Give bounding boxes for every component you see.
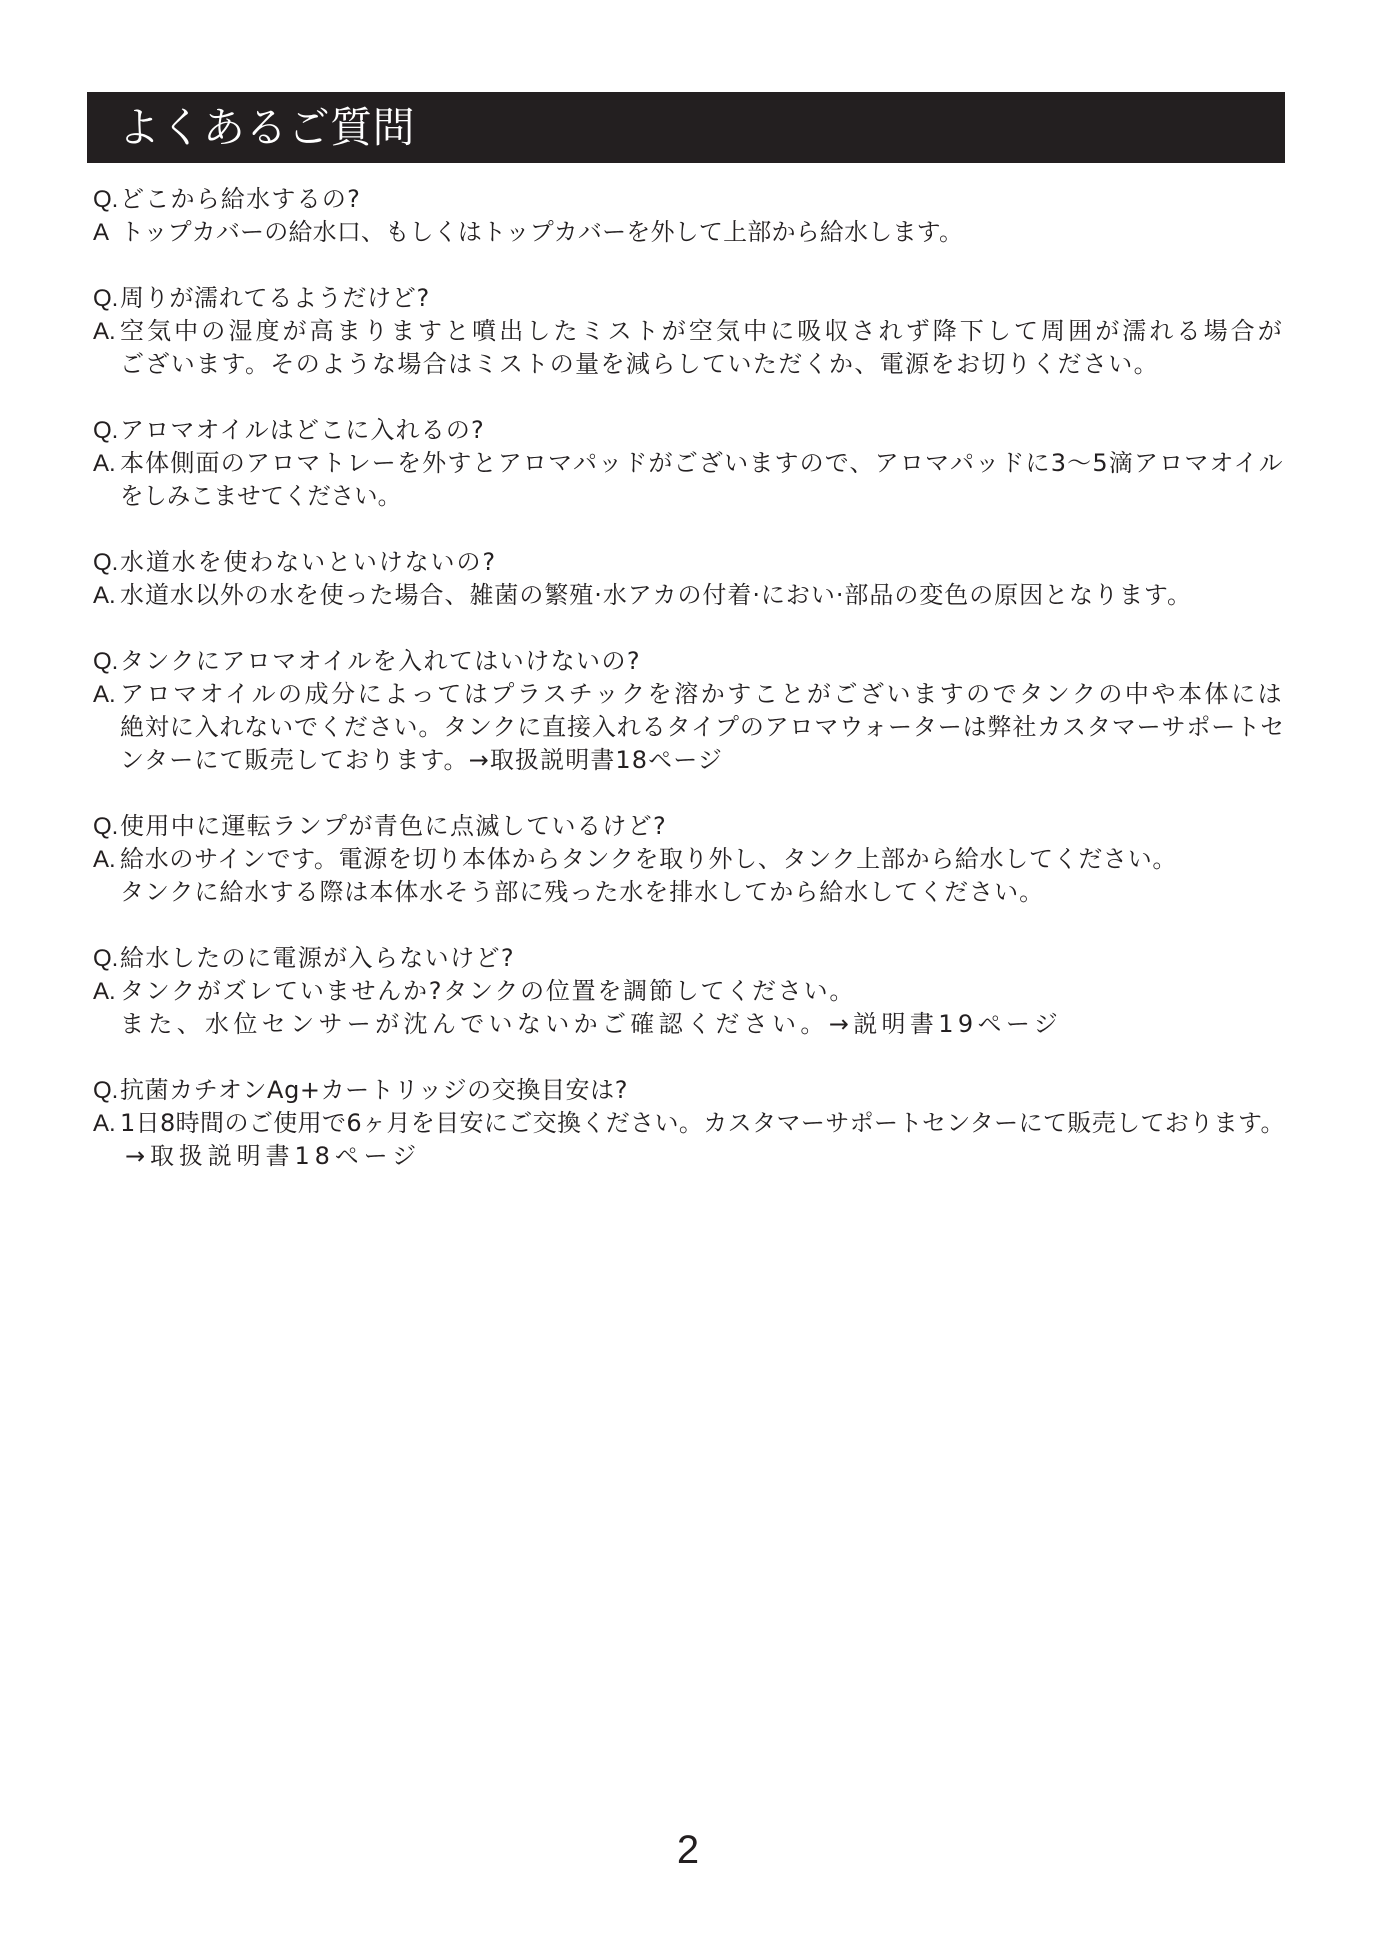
answer-row xyxy=(93,975,1293,1008)
question-row xyxy=(93,1074,1293,1107)
question-text: 水道水を使わないといけないの? xyxy=(120,548,497,576)
question-text: 抗菌カチオンAg+カートリッジの交換目安は? xyxy=(120,1076,629,1104)
answer-label: A. xyxy=(93,978,116,1005)
faq-item xyxy=(93,942,1293,1041)
answer-label: A. xyxy=(93,582,116,609)
question-label: Q. xyxy=(93,945,119,972)
answer-continuation-row xyxy=(93,744,1293,777)
answer-continuation-row xyxy=(93,711,1293,744)
question-label: Q. xyxy=(93,186,119,213)
answer-row xyxy=(93,447,1293,480)
question-text: 使用中に運転ランプが青色に点滅しているけど? xyxy=(120,812,668,840)
answer-text: 空気中の湿度が高まりますと噴出したミストが空気中に吸収されず降下して周囲が濡れる場合が xyxy=(120,317,1285,345)
answer-row xyxy=(93,315,1293,348)
faq-list xyxy=(93,183,1293,1206)
faq-item xyxy=(93,810,1293,909)
answer-row xyxy=(93,843,1293,876)
answer-continuation-row xyxy=(93,480,1293,513)
question-text: アロマオイルはどこに入れるの? xyxy=(120,416,485,444)
answer-continuation-row xyxy=(93,876,1293,909)
answer-label: A. xyxy=(93,450,116,477)
answer-row xyxy=(93,579,1293,612)
answer-text: タンクがズレていませんか?タンクの位置を調節してください。 xyxy=(120,977,856,1005)
answer-text: トップカバーの給水口、もしくはトップカバーを外して上部から給水します。 xyxy=(120,218,964,246)
section-header xyxy=(87,92,1285,163)
question-row xyxy=(93,546,1293,579)
faq-item xyxy=(93,1074,1293,1173)
faq-item xyxy=(93,645,1293,777)
question-text: タンクにアロマオイルを入れてはいけないの? xyxy=(120,647,642,675)
question-label: Q. xyxy=(93,1077,119,1104)
faq-item xyxy=(93,546,1293,612)
page-number: 2 xyxy=(676,1828,700,1872)
answer-text: をしみこませてください。 xyxy=(120,482,402,510)
answer-label: A. xyxy=(93,846,116,873)
answer-label: A. xyxy=(93,318,116,345)
question-label: Q. xyxy=(93,648,119,675)
question-label: Q. xyxy=(93,813,119,840)
answer-text: →取扱説明書18ページ xyxy=(125,1142,421,1170)
answer-text: ンターにて販売しております。→取扱説明書18ページ xyxy=(120,746,724,774)
answer-text: タンクに給水する際は本体水そう部に残った水を排水してから給水してください。 xyxy=(120,878,1045,906)
faq-item xyxy=(93,183,1293,249)
answer-text: ございます。そのような場合はミストの量を減らしていただくか、電源をお切りください。 xyxy=(120,350,1160,378)
answer-continuation-row xyxy=(93,348,1293,381)
question-text: 給水したのに電源が入らないけど? xyxy=(120,944,515,972)
question-row xyxy=(93,282,1293,315)
question-text: どこから給水するの? xyxy=(120,185,362,213)
answer-row xyxy=(93,678,1293,711)
answer-label: A. xyxy=(93,681,116,708)
answer-text: 給水のサインです。電源を切り本体からタンクを取り外し、タンク上部から給水してください。 xyxy=(120,845,1178,873)
question-row xyxy=(93,942,1293,975)
answer-text: 1日8時間のご使用で6ヶ月を目安にご交換ください。カスタマーサポートセンターにて販売しております。 xyxy=(120,1109,1285,1137)
answer-row xyxy=(93,1107,1293,1140)
answer-label: A xyxy=(93,219,110,246)
question-row xyxy=(93,810,1293,843)
question-row xyxy=(93,183,1293,216)
faq-item xyxy=(93,414,1293,513)
page-title: よくあるご質問 xyxy=(118,102,416,152)
answer-text: アロマオイルの成分によってはプラスチックを溶かすことがございますのでタンクの中や本体には xyxy=(120,680,1285,708)
answer-text: 水道水以外の水を使った場合、雑菌の繁殖·水アカの付着·におい·部品の変色の原因となります。 xyxy=(120,581,1192,609)
answer-label: A. xyxy=(93,1110,116,1137)
question-row xyxy=(93,414,1293,447)
answer-text: 本体側面のアロマトレーを外すとアロマパッドがございますので、アロマパッドに3〜5滴アロマオイル xyxy=(120,449,1284,477)
answer-continuation-row xyxy=(93,1140,1293,1173)
answer-text: 絶対に入れないでください。タンクに直接入れるタイプのアロマウォーターは弊社カスタマーサポートセ xyxy=(120,713,1286,741)
answer-text: また、水位センサーが沈んでいないかご確認ください。→説明書19ページ xyxy=(120,1010,1063,1038)
question-row xyxy=(93,645,1293,678)
answer-continuation-row xyxy=(93,1008,1293,1041)
faq-item xyxy=(93,282,1293,381)
answer-row xyxy=(93,216,1293,249)
question-text: 周りが濡れてるようだけど? xyxy=(120,284,430,312)
question-label: Q. xyxy=(93,285,119,312)
question-label: Q. xyxy=(93,549,119,576)
question-label: Q. xyxy=(93,417,119,444)
